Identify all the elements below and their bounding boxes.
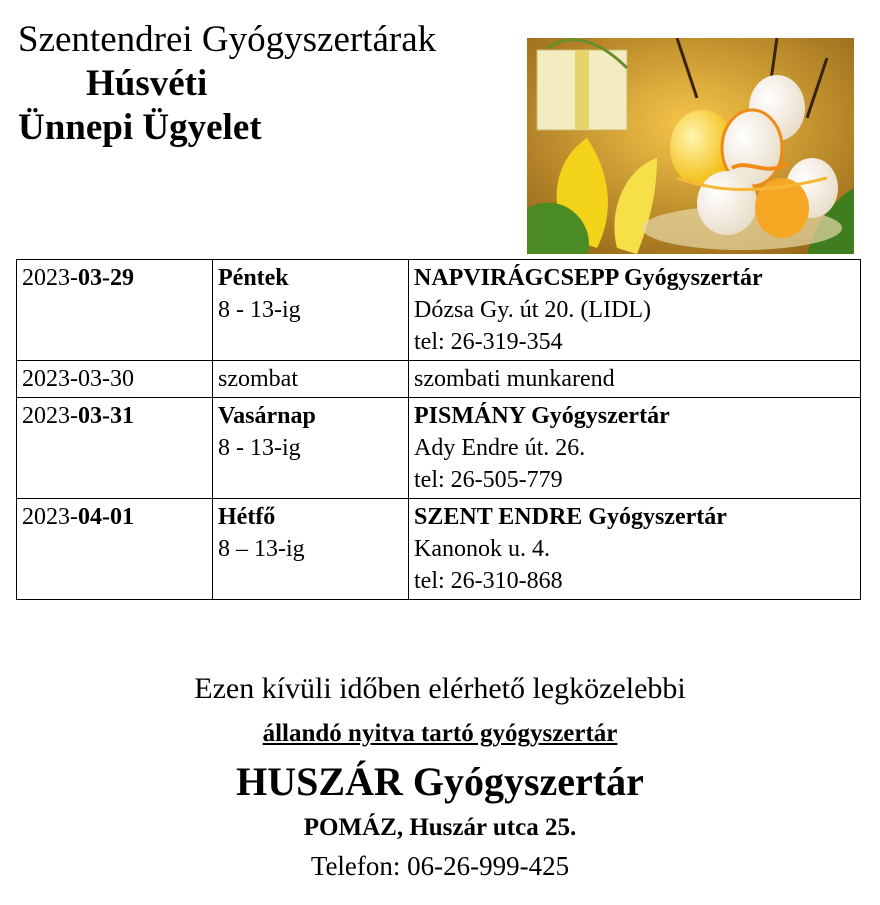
date-cell: 2023-03-29 [17, 260, 213, 361]
table-row [17, 398, 861, 499]
pharmacy-cell: PISMÁNY Gyógyszertár Ady Endre út. 26. tel: 26-505-779 [409, 398, 861, 499]
footer-subtitle: állandó nyitva tartó gyógyszertár [262, 720, 618, 747]
title-line-1: Szentendrei Gyógyszertárak [18, 19, 437, 60]
day-cell: szombat [213, 361, 409, 398]
date-cell: 2023-03-31 [17, 398, 213, 499]
duty-schedule-table [16, 259, 861, 600]
title-line-3: Ünnepi Ügyelet [18, 107, 262, 148]
pharmacy-cell: szombati munkarend [409, 361, 861, 398]
footer-address: POMÁZ, Huszár utca 25. [303, 814, 577, 841]
footer-intro: Ezen kívüli időben elérhető legközelebbi [194, 672, 686, 705]
footer-phone: Telefon: 06-26-999-425 [310, 851, 570, 881]
easter-eggs-photo [527, 38, 854, 254]
table-row [17, 499, 861, 600]
day-cell: Hétfő 8 – 13-ig [213, 499, 409, 600]
day-cell: Péntek 8 - 13-ig [213, 260, 409, 361]
page-title [18, 18, 436, 150]
pharmacy-cell: SZENT ENDRE Gyógyszertár Kanonok u. 4. tel: 26-310-868 [409, 499, 861, 600]
footer-pharmacy-name: HUSZÁR Gyógyszertár [236, 759, 644, 804]
day-cell: Vasárnap 8 - 13-ig [213, 398, 409, 499]
table-row [17, 260, 861, 361]
pharmacy-cell: NAPVIRÁGCSEPP Gyógyszertár Dózsa Gy. út 20. (LIDL) tel: 26-319-354 [409, 260, 861, 361]
date-cell: 2023-04-01 [17, 499, 213, 600]
date-cell: 2023-03-30 [17, 361, 213, 398]
title-line-2: Húsvéti [86, 63, 208, 104]
table-row [17, 361, 861, 398]
